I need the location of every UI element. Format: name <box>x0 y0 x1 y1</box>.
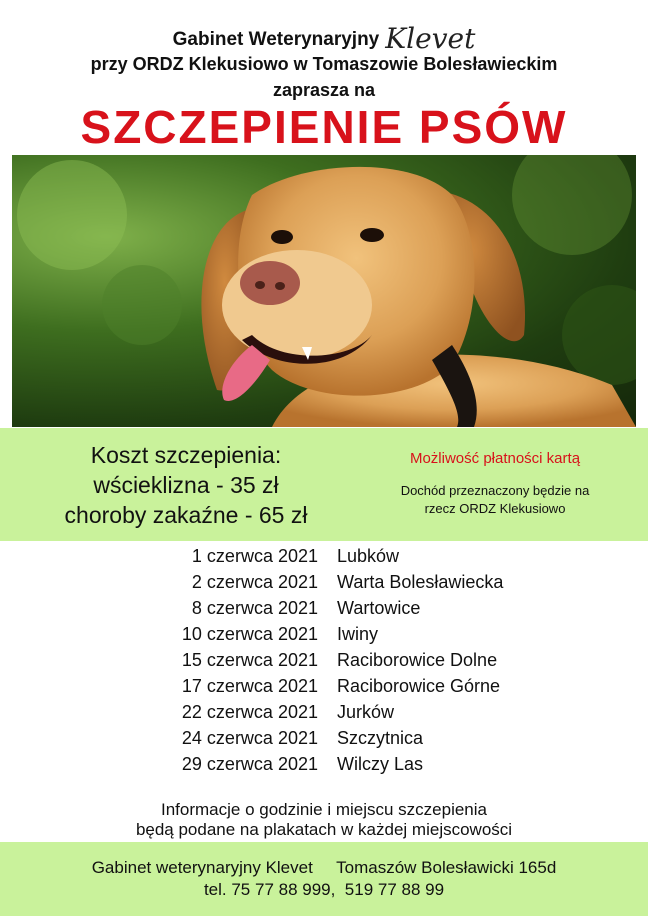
schedule-date: 15 czerwca 2021 <box>181 650 318 670</box>
schedule-place: Warta Bolesławiecka <box>337 572 504 592</box>
cost-info <box>26 440 346 530</box>
poster-title: SZCZEPIENIE PSÓW <box>80 101 568 153</box>
footer-address: Gabinet weterynaryjny Klevet Tomaszów Bolesławicki 165d <box>91 858 557 877</box>
cost-infectious: choroby zakaźne - 65 zł <box>64 502 308 528</box>
schedule-place: Raciborowice Dolne <box>337 650 498 670</box>
schedule-row <box>0 624 648 650</box>
schedule-place: Raciborowice Górne <box>337 676 501 696</box>
cost-rabies: wścieklizna - 35 zł <box>93 472 279 498</box>
schedule-row <box>0 702 648 728</box>
schedule-date: 24 czerwca 2021 <box>181 728 318 748</box>
schedule-row <box>0 754 648 780</box>
schedule-place: Iwiny <box>337 624 379 644</box>
schedule-row <box>0 598 648 624</box>
schedule-date: 8 czerwca 2021 <box>191 598 318 618</box>
info-note <box>0 800 648 840</box>
schedule-row <box>0 572 648 598</box>
clinic-name-line <box>0 22 648 55</box>
schedule-date: 1 czerwca 2021 <box>191 546 318 566</box>
schedule-date: 10 czerwca 2021 <box>181 624 318 644</box>
schedule-place: Szczytnica <box>337 728 424 748</box>
cost-heading: Koszt szczepienia: <box>90 442 282 468</box>
schedule-place: Lubków <box>337 546 400 566</box>
poster-header <box>0 0 648 152</box>
schedule-date: 22 czerwca 2021 <box>181 702 318 722</box>
schedule-date: 29 czerwca 2021 <box>181 754 318 774</box>
footer-phone: tel. 75 77 88 999, 519 77 88 99 <box>203 880 445 899</box>
schedule-row <box>0 546 648 572</box>
schedule-place: Jurków <box>337 702 395 722</box>
invitation-text: zaprasza na <box>272 80 376 100</box>
income-line1: Dochód przeznaczony będzie na <box>400 483 590 498</box>
clinic-location: przy ORDZ Klekusiowo w Tomaszowie Bolesławieckim <box>90 54 558 74</box>
dog-illustration <box>12 155 636 427</box>
card-payment-note: Możliwość płatności kartą <box>409 450 581 467</box>
schedule-date: 2 czerwca 2021 <box>191 572 318 592</box>
schedule-date: 17 czerwca 2021 <box>181 676 318 696</box>
schedule-row <box>0 676 648 702</box>
income-line2: rzecz ORDZ Klekusiowo <box>424 501 566 516</box>
info-line2: będą podane na plakatach w każdej miejscowości <box>135 820 513 839</box>
income-note <box>360 482 630 518</box>
info-line1: Informacje o godzinie i miejscu szczepienia <box>161 800 487 819</box>
dog-photo <box>12 155 636 427</box>
clinic-name: Gabinet Weterynaryjny <box>172 29 380 50</box>
schedule-row <box>0 650 648 676</box>
schedule-row <box>0 728 648 754</box>
brand-script-logo: Klevet <box>385 22 476 55</box>
schedule-place: Wartowice <box>337 598 421 618</box>
footer-band <box>0 842 648 916</box>
schedule-place: Wilczy Las <box>337 754 424 774</box>
